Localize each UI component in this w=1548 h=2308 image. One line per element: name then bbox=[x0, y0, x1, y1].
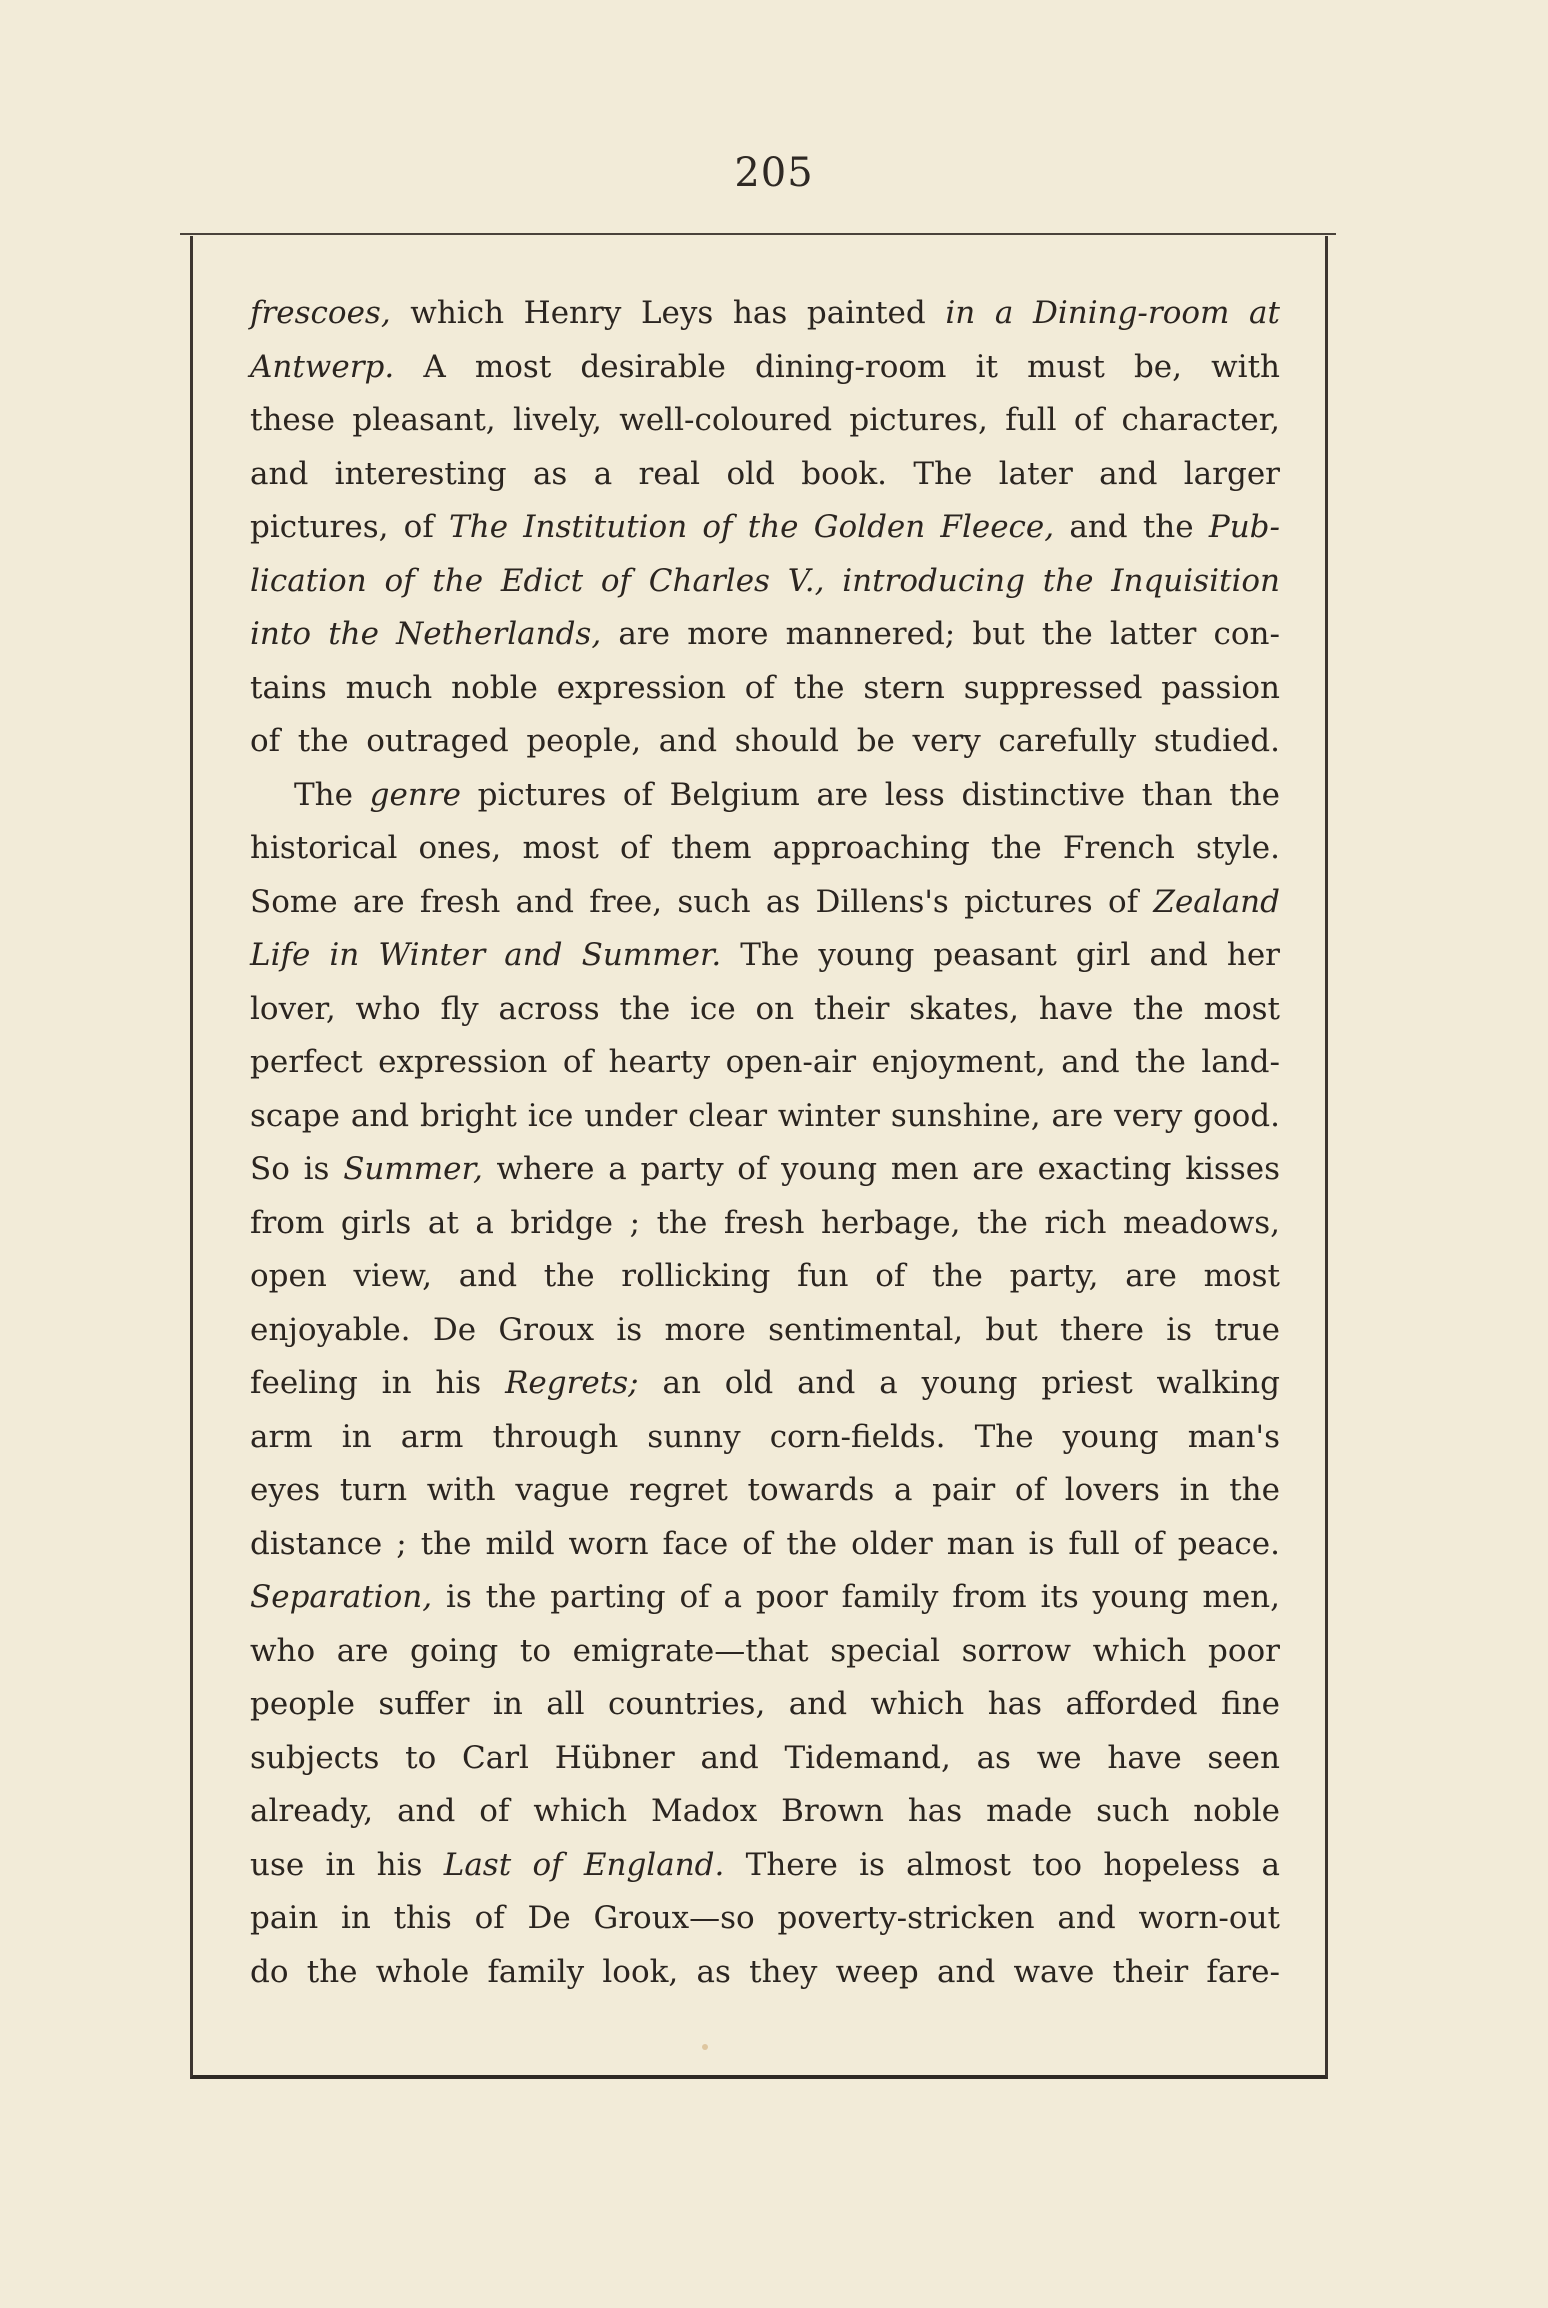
text-line bbox=[250, 1143, 1280, 1197]
italic-text: Antwerp. bbox=[250, 348, 395, 385]
body-text: The bbox=[294, 776, 370, 813]
text-line bbox=[250, 715, 1280, 769]
italic-text: in a Dining-room at bbox=[945, 295, 1280, 331]
body-text: where a party of young men are exacting kisses bbox=[482, 1151, 1280, 1187]
italic-text: Summer, bbox=[343, 1151, 483, 1187]
body-text: do the whole family look, as they weep and wave their fare- bbox=[250, 1953, 1280, 1990]
text-line bbox=[250, 287, 1280, 341]
text-line bbox=[250, 822, 1280, 876]
body-text: are more mannered; but the latter con- bbox=[601, 616, 1280, 652]
body-text: scape and bright ice under clear winter sunshine, are very good. bbox=[250, 1097, 1280, 1134]
body-text: of the outraged people, and should be very carefully studied. bbox=[250, 723, 1280, 759]
body-text: an old and a young priest walking bbox=[638, 1365, 1280, 1401]
text-line bbox=[250, 1197, 1280, 1251]
body-text: open view, and the rollicking fun of the party, are most bbox=[250, 1258, 1280, 1294]
text-line bbox=[250, 608, 1280, 662]
body-text: tains much noble expression of the stern suppressed passion bbox=[250, 669, 1280, 706]
text-line bbox=[250, 1036, 1280, 1090]
body-text: The young peasant girl and her bbox=[721, 937, 1280, 973]
body-text: So is bbox=[250, 1151, 344, 1187]
body-text: is the parting of a poor family from its young men, bbox=[432, 1579, 1280, 1615]
text-body bbox=[250, 287, 1280, 1999]
body-text: A most desirable dining-room it must be, with bbox=[394, 348, 1280, 385]
body-text: perfect expression of hearty open-air enjoyment, and the land- bbox=[250, 1044, 1280, 1080]
body-text: and the bbox=[1054, 509, 1209, 545]
text-line bbox=[250, 501, 1280, 555]
italic-text: Zealand bbox=[1153, 883, 1280, 920]
body-text: enjoyable. De Groux is more sentimental, but there is true bbox=[250, 1311, 1280, 1348]
text-line bbox=[250, 929, 1280, 983]
text-line bbox=[250, 1357, 1280, 1411]
body-text: subjects to Carl Hübner and Tidemand, as we have seen bbox=[250, 1739, 1280, 1776]
body-text: pain in this of De Groux—so poverty-stricken and worn-out bbox=[250, 1900, 1280, 1936]
body-text: already, and of which Madox Brown has made such noble bbox=[250, 1793, 1280, 1829]
italic-text: genre bbox=[369, 776, 461, 813]
body-text: use in his bbox=[250, 1846, 444, 1883]
text-line bbox=[250, 1304, 1280, 1358]
text-line bbox=[250, 448, 1280, 502]
body-text: Some are fresh and free, such as Dillens's pictures of bbox=[250, 883, 1154, 920]
italic-text: Pub- bbox=[1208, 509, 1280, 545]
body-text: historical ones, most of them approaching the French style. bbox=[250, 830, 1280, 866]
italic-text: Separation, bbox=[250, 1579, 433, 1615]
page-number: 205 bbox=[734, 150, 814, 196]
text-line bbox=[250, 983, 1280, 1037]
body-text: eyes turn with vague regret towards a pair of lovers in the bbox=[250, 1472, 1280, 1508]
body-text: distance ; the mild worn face of the older man is full of peace. bbox=[250, 1525, 1280, 1562]
body-text: who are going to emigrate—that special sorrow which poor bbox=[250, 1632, 1280, 1669]
italic-text: into the Netherlands, bbox=[250, 616, 602, 652]
text-line bbox=[250, 769, 1280, 823]
text-line bbox=[250, 1785, 1280, 1839]
text-line bbox=[250, 1411, 1280, 1465]
text-line bbox=[250, 1946, 1280, 2000]
text-line bbox=[250, 1250, 1280, 1304]
italic-text: Last of England. bbox=[443, 1846, 725, 1883]
italic-text: Regrets; bbox=[505, 1365, 639, 1401]
body-text: feeling in his bbox=[250, 1365, 506, 1401]
body-text: which Henry Leys has painted bbox=[390, 295, 946, 331]
body-text: people suffer in all countries, and which has afforded fine bbox=[250, 1686, 1280, 1722]
body-text: pictures of Belgium are less distinctive than the bbox=[460, 776, 1280, 813]
body-text: arm in arm through sunny corn-fields. The young man's bbox=[250, 1418, 1280, 1455]
body-text: and interesting as a real old book. The later and larger bbox=[250, 455, 1280, 492]
text-line bbox=[250, 1732, 1280, 1786]
italic-text: The Institution of the Golden Fleece, bbox=[449, 509, 1055, 545]
text-line bbox=[250, 1464, 1280, 1518]
top-rule bbox=[180, 233, 1336, 235]
text-line bbox=[250, 1625, 1280, 1679]
scan-mark bbox=[702, 2044, 708, 2050]
text-line bbox=[250, 1518, 1280, 1572]
italic-text: frescoes, bbox=[250, 295, 391, 331]
body-text: lover, who fly across the ice on their skates, have the most bbox=[250, 990, 1280, 1027]
body-text: pictures, of bbox=[250, 509, 450, 545]
body-text: There is almost too hopeless a bbox=[724, 1846, 1281, 1883]
text-line bbox=[250, 1678, 1280, 1732]
text-line bbox=[250, 555, 1280, 609]
text-line bbox=[250, 341, 1280, 395]
text-line bbox=[250, 1839, 1280, 1893]
text-line bbox=[250, 1571, 1280, 1625]
text-line bbox=[250, 662, 1280, 716]
text-line bbox=[250, 1892, 1280, 1946]
text-line bbox=[250, 1090, 1280, 1144]
italic-text: lication of the Edict of Charles V., introducing the Inquisition bbox=[250, 562, 1280, 599]
body-text: these pleasant, lively, well-coloured pictures, full of character, bbox=[250, 402, 1280, 438]
italic-text: Life in Winter and Summer. bbox=[250, 937, 722, 973]
text-line bbox=[250, 394, 1280, 448]
text-line bbox=[250, 876, 1280, 930]
body-text: from girls at a bridge ; the fresh herbage, the rich meadows, bbox=[250, 1204, 1280, 1241]
